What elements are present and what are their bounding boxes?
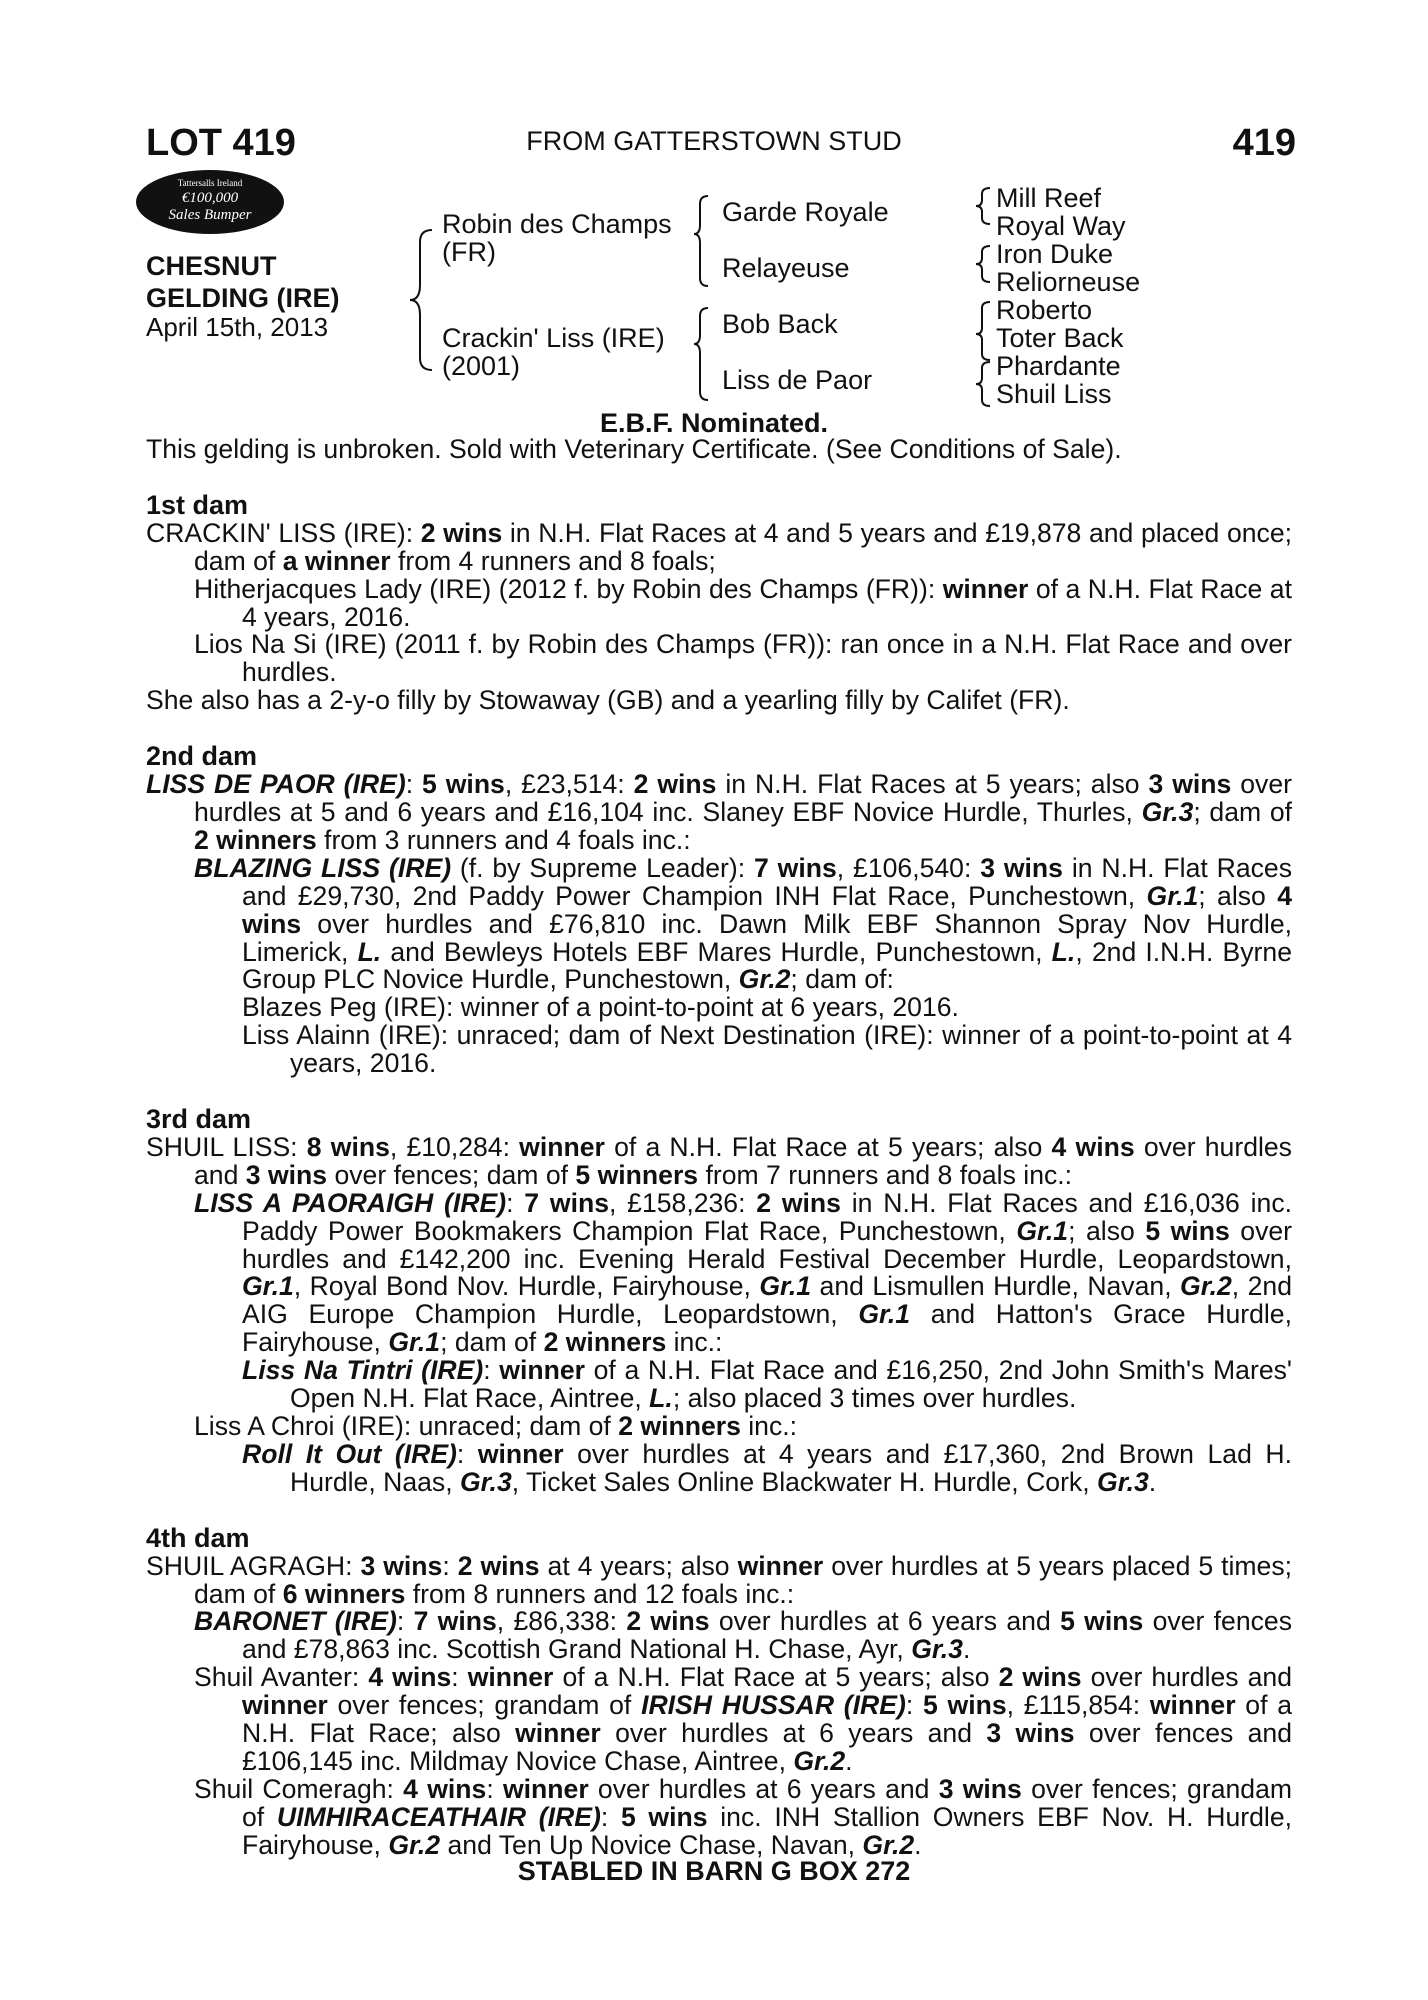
produce-entry: Liss A Chroi (IRE): unraced; dam of 2 winners inc.: [194,1411,798,1441]
pedigree-ggp: Reliorneuse [996,267,1141,297]
pedigree-dam-dam: Liss de Paor [722,365,873,395]
pedigree-ggp: Royal Way [996,211,1126,241]
badge-line2: €100,000 [181,190,239,206]
vendor-line: FROM GATTERSTOWN STUD [526,126,902,156]
pedigree-sire-dam: Relayeuse [722,253,850,283]
pedigree-dam-year: (2001) [442,351,521,381]
produce-entry: Blazes Peg (IRE): winner of a point-to-point at 6 years, 2016. [242,992,959,1023]
pedigree-dam-sire: Bob Back [722,309,838,339]
produce-entry: Lios Na Si (IRE) (2011 f. by Robin des Champs (FR)): ran once in a N.H. Flat Race and over hurdles. [194,629,1292,688]
dam-entry: LISS DE PAOR (IRE): 5 wins, £23,514: 2 wins in N.H. Flat Races at 5 years; also 3 wins over hurdles at 5 and 6 years and £16,104 inc. Slaney EBF Novice Hurdle, Thurles, Gr.3; dam of 2 winners from 3 runners and 4 foals inc.: [146,769,1293,855]
pedigree-sire: Robin des Champs [442,209,672,239]
pedigree-ggp: Mill Reef [996,183,1102,213]
lot-number: 419 [1232,122,1296,164]
produce-entry: Hitherjacques Lady (IRE) (2012 f. by Robin des Champs (FR)): winner of a N.H. Flat Race at 4 years, 2016. [194,573,1292,632]
produce-entry: Roll It Out (IRE): winner over hurdles at 4 years and £17,360, 2nd Brown Lad H. Hurdle, Naas, Gr.3, Ticket Sales Online Blackwater H. Hurdle, Cork, Gr.3. [242,1438,1293,1497]
pedigree-ggp: Iron Duke [996,239,1114,269]
section-heading: 1st dam [146,489,249,520]
pedigree-sire-sire: Garde Royale [722,197,889,227]
section-heading: 4th dam [146,1522,250,1553]
sale-note: This gelding is unbroken. Sold with Veterinary Certificate. (See Conditions of Sale). [146,434,1122,464]
produce-entry: BARONET (IRE): 7 wins, £86,338: 2 wins over hurdles at 6 years and 5 wins over fences and £78,863 inc. Scottish Grand National H. Chase, Ayr, Gr.3. [194,1606,1293,1665]
dam-entry: CRACKIN' LISS (IRE): 2 wins in N.H. Flat Races at 4 and 5 years and £19,878 and placed once; dam of a winner from 4 runners and 8 foals; [146,517,1292,576]
ebf-nominated: E.B.F. Nominated. [599,408,829,438]
dam-entry: SHUIL AGRAGH: 3 wins: 2 wins at 4 years; also winner over hurdles at 5 years placed 5 times; dam of 6 winners from 8 runners and 12 foals inc.: [146,1550,1293,1609]
badge-line3: Sales Bumper [168,207,252,223]
stabling-info: STABLED IN BARN G BOX 272 [517,1856,911,1886]
colour-line2: GELDING (IRE) [146,283,340,313]
pedigree-ggp: Toter Back [996,323,1124,353]
produce-entry: LISS A PAORAIGH (IRE): 7 wins, £158,236: 2 wins in N.H. Flat Races and £16,036 inc. Paddy Power Bookmakers Champion Flat Race, Punchestown, Gr.1; also 5 wins over hurdles and £142,200 inc. Evening Herald Festival December Hurdle, Leopardstown, Gr.1, Royal Bond Nov. Hurdle, Fairyhouse, Gr.1 and Lismullen Hurdle, Navan, Gr.2, 2nd AIG Europe Champion Hurdle, Leopardstown, Gr.1 and Hatton's Grace Hurdle, Fairyhouse, Gr.1; dam of 2 winners inc.: [194,1187,1293,1358]
pedigree-brackets [0,0,1428,420]
produce-entry: Shuil Avanter: 4 wins: winner of a N.H. Flat Race at 5 years; also 2 wins over hurdles and winner over fences; grandam of IRISH HUSSAR (IRE): 5 wins, £115,854: winner of a N.H. Flat Race; also winner over hurdles at 6 years and 3 wins over fences and £106,145 inc. Mildmay Novice Chase, Aintree, Gr.2. [194,1662,1293,1776]
pedigree-ggp: Roberto [996,295,1093,325]
produce-entry: Liss Na Tintri (IRE): winner of a N.H. Flat Race and £16,250, 2nd John Smith's Mares' Open N.H. Flat Race, Aintree, L.; also placed 3 times over hurdles. [242,1355,1292,1414]
produce-entry: Shuil Comeragh: 4 wins: winner over hurdles at 6 years and 3 wins over fences; grandam of UIMHIRACEATHAIR (IRE): 5 wins inc. INH Stallion Owners EBF Nov. H. Hurdle, Fairyhouse, Gr.2 and Ten Up Novice Chase, Navan, Gr.2. [194,1773,1293,1860]
pedigree-dam: Crackin' Liss (IRE) [442,323,665,353]
lot-label: LOT 419 [146,122,296,164]
produce-entry: She also has a 2-y-o filly by Stowaway (GB) and a yearling filly by Califet (FR). [146,685,1070,716]
pedigree-ggp: Shuil Liss [996,379,1112,409]
pedigree-sire-country: (FR) [442,237,496,267]
produce-entry: BLAZING LISS (IRE) (f. by Supreme Leader): 7 wins, £106,540: 3 wins in N.H. Flat Races and £29,730, 2nd Paddy Power Champion INH Flat Race, Punchestown, Gr.1; also 4 wins over hurdles and £76,810 inc. Dawn Milk EBF Shannon Spray Nov Hurdle, Limerick, L. and Bewleys Hotels EBF Mares Hurdle, Punchestown, L., 2nd I.N.H. Byrne Group PLC Novice Hurdle, Punchestown, Gr.2; dam of: [194,852,1292,995]
badge-line1: Tattersalls Ireland [177,178,243,188]
dam-entry: SHUIL LISS: 8 wins, £10,284: winner of a N.H. Flat Race at 5 years; also 4 wins over hurdles and 3 wins over fences; dam of 5 winners from 7 runners and 8 foals inc.: [146,1131,1292,1190]
catalogue-text [146,436,1292,1860]
date-of-birth: April 15th, 2013 [146,312,329,342]
produce-entry: Liss Alainn (IRE): unraced; dam of Next Destination (IRE): winner of a point-to-point at 4 years, 2016. [242,1020,1292,1079]
section-heading: 2nd dam [146,741,258,772]
pedigree-ggp: Phardante [996,351,1121,381]
colour-line1: CHESNUT [146,251,277,281]
section-heading: 3rd dam [146,1104,252,1135]
